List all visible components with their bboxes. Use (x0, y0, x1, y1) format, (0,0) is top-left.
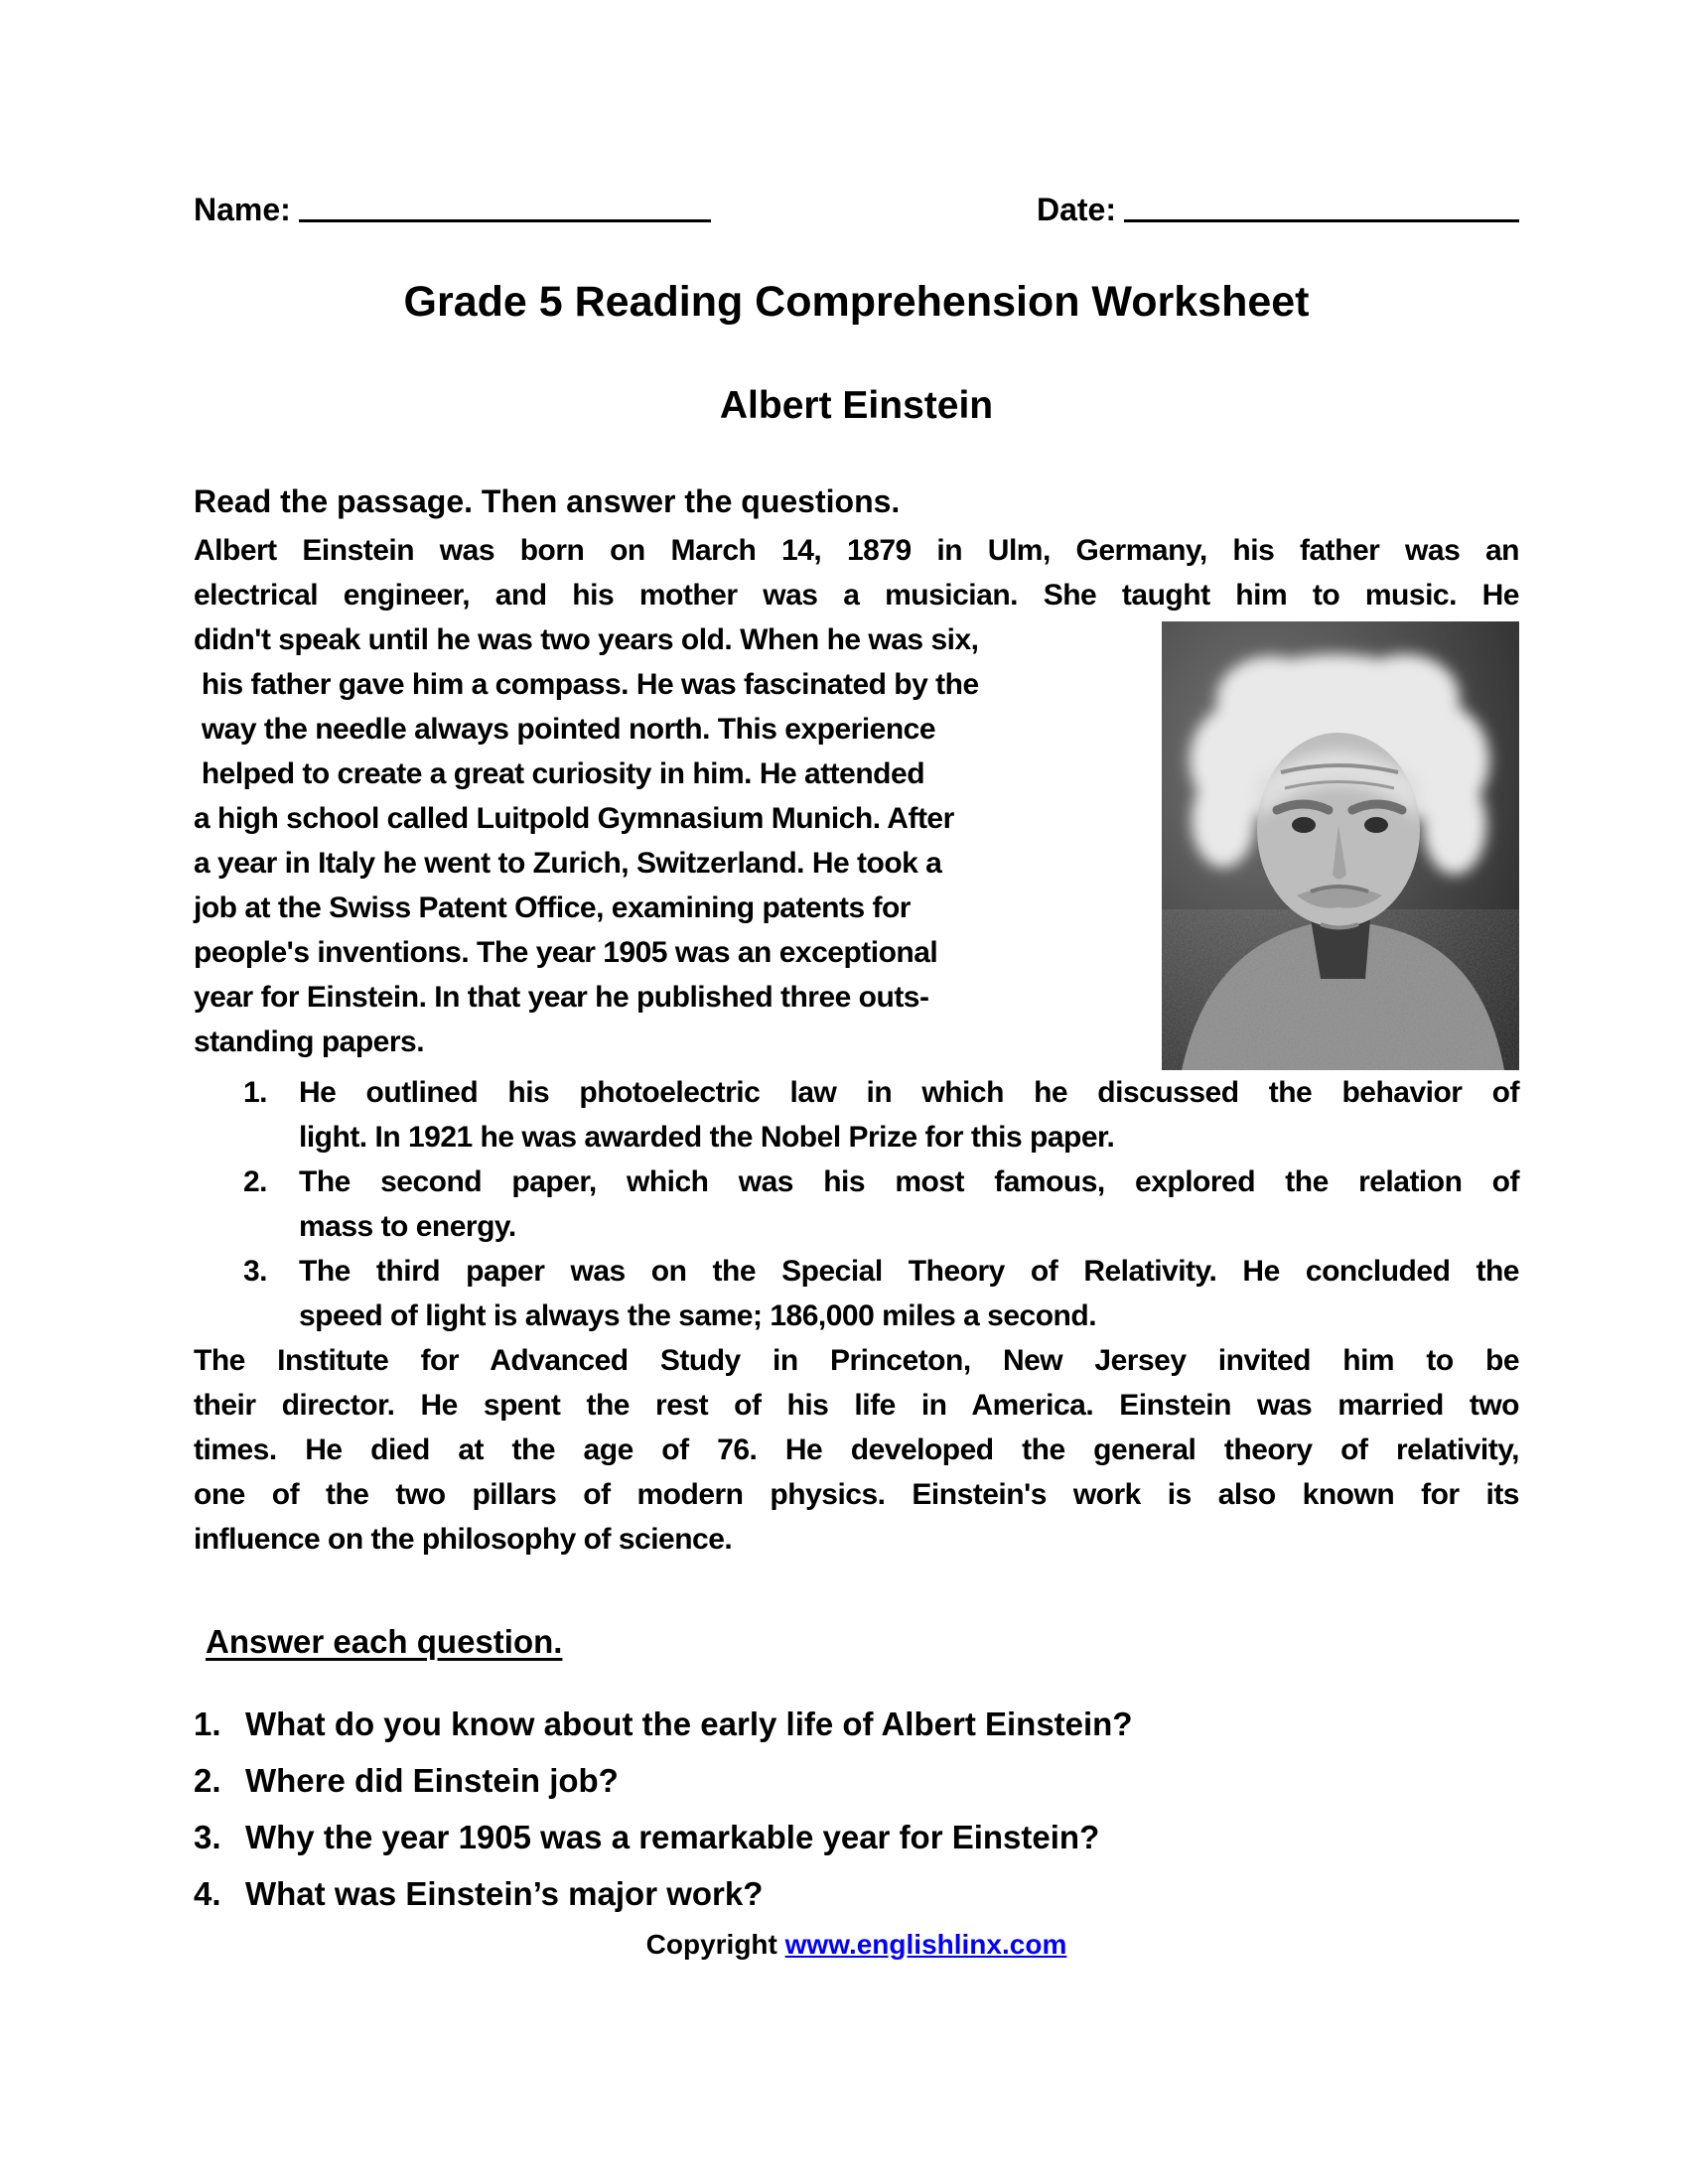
passage-point-3 (194, 1249, 1519, 1338)
passage-line: The Institute for Advanced Study in Princeton, New Jersey invited him to be (194, 1344, 1519, 1378)
question-text: What do you know about the early life of Albert Einstein? (245, 1706, 1133, 1743)
date-label: Date: (1036, 192, 1116, 228)
passage-wrapped-text (194, 617, 1144, 1064)
passage-line: times. He died at the age of 76. He developed the general theory of relativity, (194, 1433, 1519, 1467)
question-number: 2. (194, 1762, 221, 1800)
passage-line: mass to energy. (299, 1210, 516, 1244)
question-2 (194, 1759, 1519, 1803)
name-date-row (194, 191, 1519, 228)
passage-line: a year in Italy he went to Zurich, Switzerland. He took a (194, 847, 942, 881)
page-title: Grade 5 Reading Comprehension Worksheet (403, 278, 1310, 327)
point-number: 3. (243, 1255, 268, 1289)
copyright-label: Copyright (645, 1929, 785, 1961)
passage (194, 528, 1519, 1562)
question-text: Why the year 1905 was a remarkable year for Einstein? (245, 1819, 1100, 1856)
instructions-text: Read the passage. Then answer the questions. (194, 483, 901, 520)
question-number: 3. (194, 1819, 221, 1856)
passage-line: The third paper was on the Special Theory of Relativity. He concluded the (299, 1255, 1519, 1289)
point-number: 1. (243, 1076, 268, 1110)
passage-line: job at the Swiss Patent Office, examining patents for (194, 891, 911, 925)
einstein-photo (1162, 621, 1519, 1070)
passage-line: a high school called Luitpold Gymnasium Munich. After (194, 802, 954, 836)
passage-line: way the needle always pointed north. This experience (194, 713, 936, 747)
question-text: Where did Einstein job? (245, 1762, 619, 1800)
passage-line: electrical engineer, and his mother was a musician. She taught him to music. He (194, 579, 1519, 613)
passage-line: Albert Einstein was born on March 14, 1879 in Ulm, Germany, his father was an (194, 534, 1519, 568)
passage-line: light. In 1921 he was awarded the Nobel Prize for this paper. (299, 1121, 1115, 1155)
question-text: What was Einstein’s major work? (245, 1875, 764, 1913)
passage-line: influence on the philosophy of science. (194, 1523, 733, 1557)
date-blank-line (1124, 193, 1519, 222)
passage-title: Albert Einstein (719, 384, 994, 428)
passage-point-2 (194, 1160, 1519, 1249)
passage-line: standing papers. (194, 1025, 425, 1059)
englishlinx-link[interactable]: www.englishlinx.com (784, 1929, 1067, 1961)
passage-line: one of the two pillars of modern physics. Einstein's work is also known for its (194, 1478, 1519, 1512)
name-blank-line (299, 193, 711, 222)
passage-line: year for Einstein. In that year he published three outs- (194, 981, 929, 1015)
passage-with-photo (194, 617, 1519, 1070)
questions-heading: Answer each question. (206, 1623, 563, 1661)
point-number: 2. (243, 1165, 268, 1199)
passage-line: people's inventions. The year 1905 was an exceptional (194, 936, 938, 970)
passage-line: helped to create a great curiosity in him. He attended (194, 757, 925, 791)
question-number: 4. (194, 1875, 221, 1913)
name-label: Name: (194, 192, 291, 228)
question-number: 1. (194, 1706, 221, 1743)
passage-line: their director. He spent the rest of his life in America. Einstein was married two (194, 1389, 1519, 1423)
passage-point-1 (194, 1070, 1519, 1160)
copyright-line (194, 1929, 1519, 1961)
passage-line: He outlined his photoelectric law in which he discussed the behavior of (299, 1076, 1519, 1110)
passage-line: didn't speak until he was two years old. When he was six, (194, 623, 979, 657)
passage-line: The second paper, which was his most famous, explored the relation of (299, 1165, 1519, 1199)
passage-line: his father gave him a compass. He was fascinated by the (194, 668, 979, 702)
passage-line: speed of light is always the same; 186,000 miles a second. (299, 1299, 1097, 1333)
question-3 (194, 1816, 1519, 1859)
name-field (194, 191, 711, 228)
question-1 (194, 1703, 1519, 1746)
date-field (1037, 191, 1519, 228)
question-4 (194, 1872, 1519, 1916)
questions-list (194, 1703, 1519, 1916)
einstein-portrait-illustration (1162, 621, 1519, 1070)
